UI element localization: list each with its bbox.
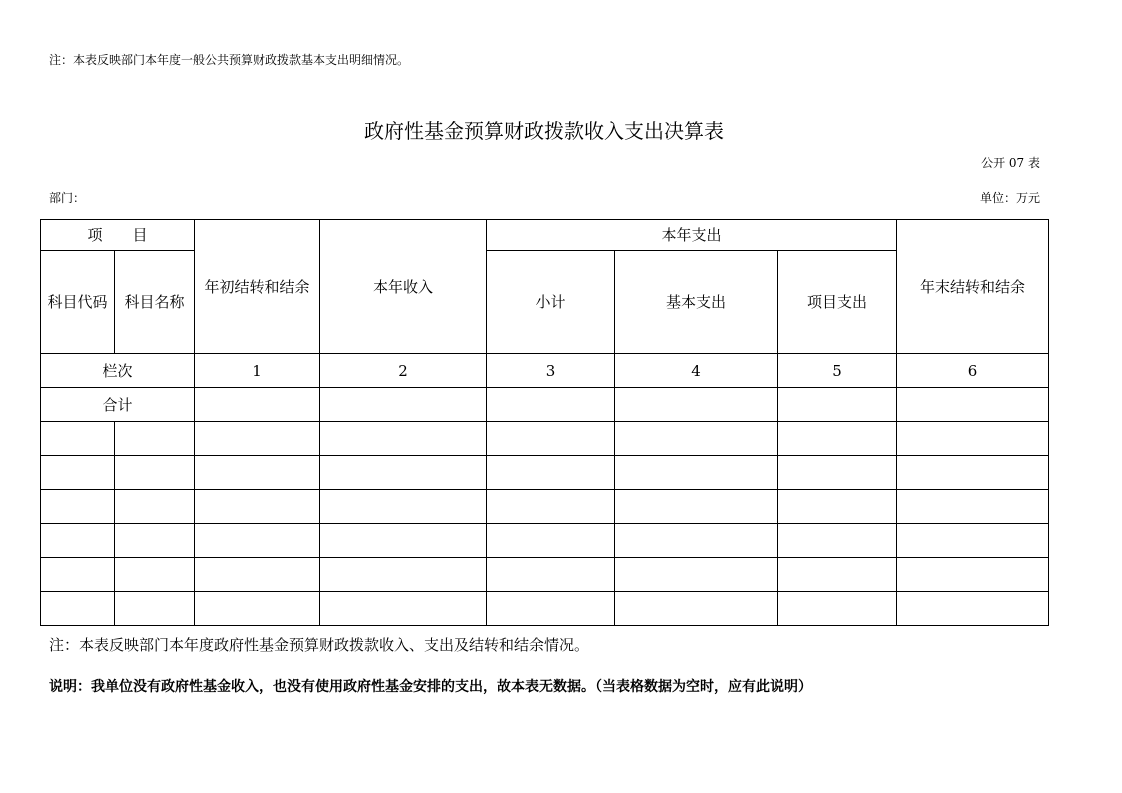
header-project-expense: 项目支出 — [778, 251, 897, 354]
table-cell — [320, 558, 487, 592]
table-cell — [195, 388, 320, 422]
table-cell — [195, 558, 320, 592]
table-cell — [320, 524, 487, 558]
table-cell — [41, 422, 115, 456]
table-cell — [115, 558, 195, 592]
table-cell — [487, 490, 615, 524]
table-cell — [195, 490, 320, 524]
table-cell — [897, 558, 1049, 592]
total-row — [41, 388, 1049, 422]
table-cell — [778, 490, 897, 524]
table-cell — [41, 456, 115, 490]
table-cell — [615, 388, 778, 422]
unit-label: 单位：万元 — [979, 191, 1040, 205]
table-cell — [41, 592, 115, 626]
header-current-expense: 本年支出 — [487, 220, 897, 251]
table-cell — [41, 524, 115, 558]
table-row — [41, 456, 1049, 490]
explanation-note: 说明：我单位没有政府性基金收入，也没有使用政府性基金安排的支出，故本表无数据。（当表格数据为空时，应有此说明） — [49, 679, 812, 695]
table-row — [41, 524, 1049, 558]
table-cell — [115, 490, 195, 524]
table-cell — [195, 456, 320, 490]
table-cell — [41, 490, 115, 524]
table-cell — [115, 592, 195, 626]
table-cell — [615, 422, 778, 456]
header-opening-balance: 年初结转和结余 — [195, 220, 320, 354]
table-cell — [320, 592, 487, 626]
header-subject-name: 科目名称 — [115, 251, 195, 354]
table-cell — [778, 456, 897, 490]
table-cell — [487, 422, 615, 456]
column-number: 3 — [487, 354, 615, 388]
table-cell — [195, 422, 320, 456]
page-title: 政府性基金预算财政拨款收入支出决算表 — [364, 119, 724, 143]
header-current-income: 本年收入 — [320, 220, 487, 354]
table-cell — [897, 490, 1049, 524]
table-cell — [615, 456, 778, 490]
table-cell — [487, 388, 615, 422]
column-index-row — [41, 354, 1049, 388]
table-row — [41, 592, 1049, 626]
column-number: 6 — [897, 354, 1049, 388]
table-cell — [487, 592, 615, 626]
table-cell — [778, 388, 897, 422]
header-subtotal: 小计 — [487, 251, 615, 354]
header-item: 项 目 — [41, 220, 195, 251]
top-note: 注：本表反映部门本年度一般公共预算财政拨款基本支出明细情况。 — [49, 53, 410, 67]
total-label: 合计 — [41, 388, 195, 422]
table-cell — [115, 524, 195, 558]
header-closing-balance: 年末结转和结余 — [897, 220, 1049, 354]
table-cell — [897, 456, 1049, 490]
table-cell — [320, 490, 487, 524]
table-row — [41, 558, 1049, 592]
column-number: 1 — [195, 354, 320, 388]
table-cell — [615, 524, 778, 558]
table-cell — [615, 592, 778, 626]
table-cell — [115, 422, 195, 456]
table-cell — [897, 422, 1049, 456]
table-cell — [487, 524, 615, 558]
table-cell — [897, 592, 1049, 626]
table-cell — [195, 592, 320, 626]
table-cell — [487, 456, 615, 490]
header-row-1 — [41, 220, 1049, 251]
table-row — [41, 422, 1049, 456]
table-cell — [320, 456, 487, 490]
table-cell — [615, 490, 778, 524]
table-cell — [778, 592, 897, 626]
header-basic-expense: 基本支出 — [615, 251, 778, 354]
column-number: 5 — [778, 354, 897, 388]
table-cell — [615, 558, 778, 592]
bottom-note: 注：本表反映部门本年度政府性基金预算财政拨款收入、支出及结转和结余情况。 — [49, 636, 590, 654]
header-subject-code: 科目代码 — [41, 251, 115, 354]
department-label: 部门： — [49, 191, 86, 205]
table-cell — [195, 524, 320, 558]
table-cell — [115, 456, 195, 490]
form-code: 公开 07 表 — [981, 156, 1040, 170]
table-cell — [487, 558, 615, 592]
column-index-label: 栏次 — [41, 354, 195, 388]
table-row — [41, 490, 1049, 524]
table-cell — [778, 422, 897, 456]
table-cell — [320, 388, 487, 422]
table-cell — [778, 524, 897, 558]
table-cell — [778, 558, 897, 592]
table-cell — [320, 422, 487, 456]
table-cell — [897, 388, 1049, 422]
column-number: 2 — [320, 354, 487, 388]
column-number: 4 — [615, 354, 778, 388]
report-table — [40, 219, 1049, 626]
table-cell — [897, 524, 1049, 558]
table-cell — [41, 558, 115, 592]
